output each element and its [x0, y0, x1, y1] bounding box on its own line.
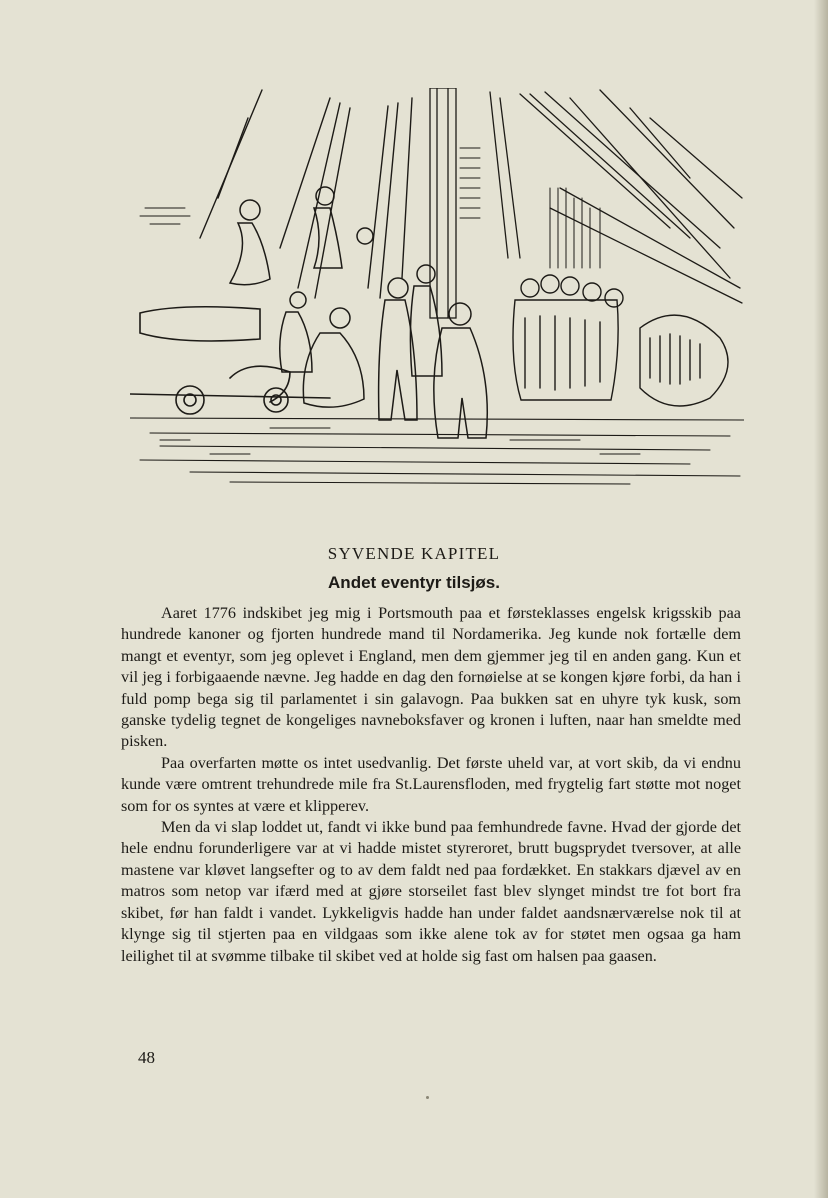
paragraph: Men da vi slap loddet ut, fandt vi ikke bund paa femhundrede favne. Hvad der gjorde det hele endnu forunderligere var at vi hadde mistet styreroret, brutt bugsprydet tversover, at alle mastene var kløvet langsefter og to av dem faldt ned paa fordækket. En stakkars djævel av en matros som netop var ifærd med at gjøre storseilet fast blev slynget mindst tre fot bort fra skibet, før han faldt i vandet. Lykkeligvis hadde han under faldet aandsnærværelse nok til at klynge sig til stjerten paa en vildgaas som ikke alene tok av for støtet men ogsaa ga ham leilighet til at svømme tilbake til skibet ved at holde sig fast om halsen paa gaasen.	[121, 818, 741, 965]
paragraph: Paa overfarten møtte os intet usedvanlig. Det første uheld var, at vort skib, da vi endnu kunde være omtrent trehundrede mile fra St.Laurensfloden, med frygtelig fart støtte mot noget som for os syntes at være et klipperev.	[121, 753, 741, 815]
paper-speck	[426, 1096, 429, 1099]
page-number: 48	[138, 1048, 155, 1067]
cannon	[130, 307, 330, 414]
chapter-subtitle: Andet eventyr tilsjøs.	[328, 573, 500, 592]
ship-deck-illustration	[130, 88, 744, 488]
sailors	[230, 187, 487, 438]
page-edge	[814, 0, 828, 1198]
chapter-title: SYVENDE KAPITEL	[327, 544, 501, 563]
rigging-left	[200, 90, 412, 298]
rigging-right	[430, 88, 742, 318]
body-text	[121, 603, 741, 967]
paragraph: Aaret 1776 indskibet jeg mig i Portsmouth paa et førsteklasses engelsk krigsskib paa hundrede kanoner og fjorten hundrede mand til Nordamerika. Jeg kunde nok fortælle dem mangt et eventyr, som jeg oplevet i England, men dem gjemmer jeg til en anden gang. Kun et vil jeg i forbigaaende nævne. Jeg hadde en dag den fornøielse at se kongen kjøre forbi, da han i fuld pomp bega sig til parlamentet i sin galavogn. Paa bukken sat en uhyre tyk kusk, som ganske tydelig tegnet de kongeliges navneboksfaver og kronen i luften, naar han smeldte med pisken.	[121, 604, 741, 751]
hatching	[140, 148, 600, 268]
crowd-right	[513, 275, 728, 406]
